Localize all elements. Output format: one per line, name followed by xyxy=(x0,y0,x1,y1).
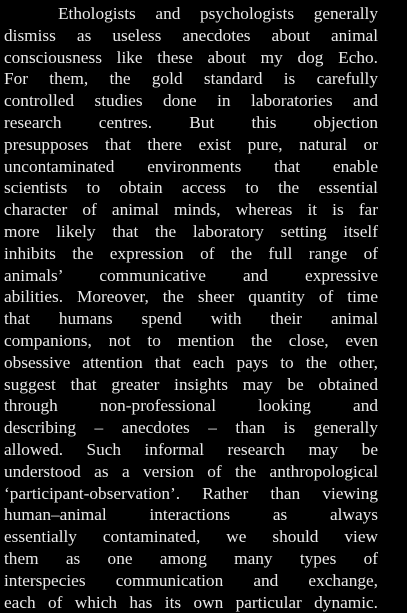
text-line: abilities. Moreover, the sheer quantity of time xyxy=(4,287,378,307)
text-line: controlled studies done in laboratories and xyxy=(4,91,378,111)
text-line: human–animal interactions as always xyxy=(4,505,378,525)
text-line: character of animal minds, whereas it is far xyxy=(4,200,378,220)
text-line: presupposes that there exist pure, natural or xyxy=(4,134,378,154)
text-line: dismiss as useless anecdotes about animal xyxy=(4,25,378,45)
text-line: ‘participant-observation’. Rather than viewing xyxy=(4,483,378,503)
text-line: inhibits the expression of the full range of xyxy=(4,243,378,263)
text-line: For them, the gold standard is carefully xyxy=(4,69,378,89)
text-line: them as one among many types of xyxy=(4,548,378,568)
text-line: scientists to obtain access to the essential xyxy=(4,178,378,198)
text-line: essentially contaminated, we should view xyxy=(4,527,378,547)
text-line: describing – anecdotes – than is generally xyxy=(4,418,378,438)
text-line: that humans spend with their animal xyxy=(4,309,378,329)
text-line: obsessive attention that each pays to the other, xyxy=(4,352,378,372)
text-line: companions, not to mention the close, even xyxy=(4,330,378,350)
text-page xyxy=(4,3,378,613)
text-line: interspecies communication and exchange, xyxy=(4,570,378,590)
text-line: animals’ communicative and expressive xyxy=(4,265,378,285)
text-line: allowed. Such informal research may be xyxy=(4,439,378,459)
text-line: suggest that greater insights may be obtained xyxy=(4,374,378,394)
text-line: consciousness like these about my dog Echo. xyxy=(4,47,378,67)
text-line: research centres. But this objection xyxy=(4,112,378,132)
text-line: through non-professional looking and xyxy=(4,396,378,416)
text-line: understood as a version of the anthropological xyxy=(4,461,378,481)
text-line: each of which has its own particular dynamic. xyxy=(4,592,378,612)
text-line: uncontaminated environments that enable xyxy=(4,156,378,176)
text-line: more likely that the laboratory setting itself xyxy=(4,221,378,241)
text-line: Ethologists and psychologists generally xyxy=(58,4,378,23)
